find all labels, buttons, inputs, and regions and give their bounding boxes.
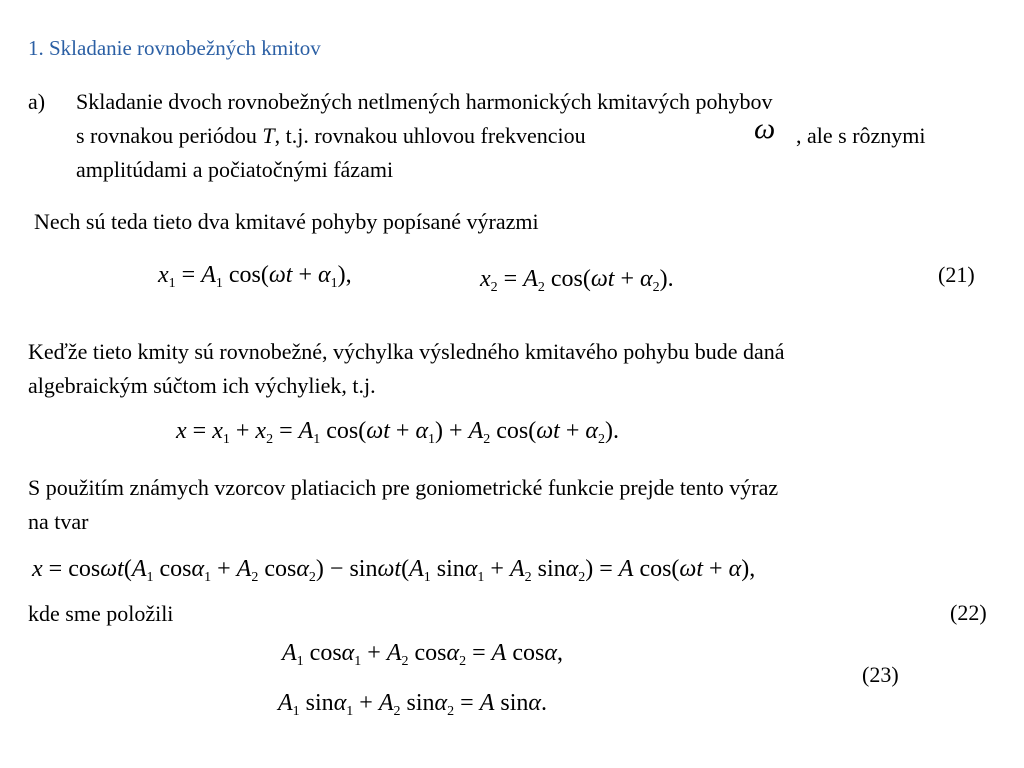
period-symbol: T (262, 123, 275, 148)
equation-number-22: (22) (950, 600, 987, 625)
equation-23-line2: $A_1$ $\sin\alpha_1 + A_2$ sinα$_2$ = A sinα. (278, 690, 547, 719)
paragraph-a-line2-end: , ale s rôznymi (796, 123, 926, 148)
omega-symbol: ω (754, 112, 776, 145)
equation-21-left: $x_1 = A_1$ $\cos(\omega t + \alpha_1)$, (158, 262, 352, 291)
slide-title: 1. Skladanie rovnobežných kmitov (28, 36, 321, 60)
paragraph-a-line2 (76, 120, 586, 152)
equation-sum: $x = x_1 + x_2 = A_1$ $\cos(\omega t + \alpha_1) + A_2$ $\cos(\omega t + \alpha_2)$. (176, 418, 620, 447)
equation-23-line1: $A_1$ $\cos\alpha_1 + A_2$ cosα$_2$ = A cosα, (282, 640, 563, 669)
paragraph-3-line2: na tvar (28, 509, 89, 534)
equation-22: $x = \cos\omega t(A_1$ $\cos\alpha_1 + A_2$ $\cos\alpha_2) - \sin\omega t(A_1$ $\sin\alpha_1 + A_2$ sinα$_2$) = A cos(ωt + α), (32, 556, 756, 585)
paragraph-2-line1: Keďže tieto kmity sú rovnobežné, výchylka výsledného kmitavého pohybu bude daná (28, 339, 785, 364)
equation-number-23: (23) (862, 662, 899, 687)
equation-number-21: (21) (938, 262, 975, 287)
paragraph-a-line1: Skladanie dvoch rovnobežných netlmených harmonických kmitavých pohybov (76, 89, 773, 114)
paragraph-3-line1: S použitím známych vzorcov platiacich pre goniometrické funkcie prejde tento výraz (28, 475, 779, 500)
where-text: kde sme položili (28, 601, 174, 626)
intro-text: Nech sú teda tieto dva kmitavé pohyby popísané výrazmi (34, 209, 539, 234)
paragraph-a-line3: amplitúdami a počiatočnými fázami (76, 157, 394, 182)
equation-21-right: $x_2 = A_2$ $\cos(\omega t + \alpha_2)$. (480, 266, 674, 295)
paragraph-2-line2: algebraickým súčtom ich výchyliek, t.j. (28, 373, 376, 398)
text-segment: , t.j. rovnakou uhlovou frekvenciou (274, 123, 586, 148)
text-segment: s rovnakou periódou (76, 123, 263, 148)
list-marker: a) (28, 89, 46, 114)
